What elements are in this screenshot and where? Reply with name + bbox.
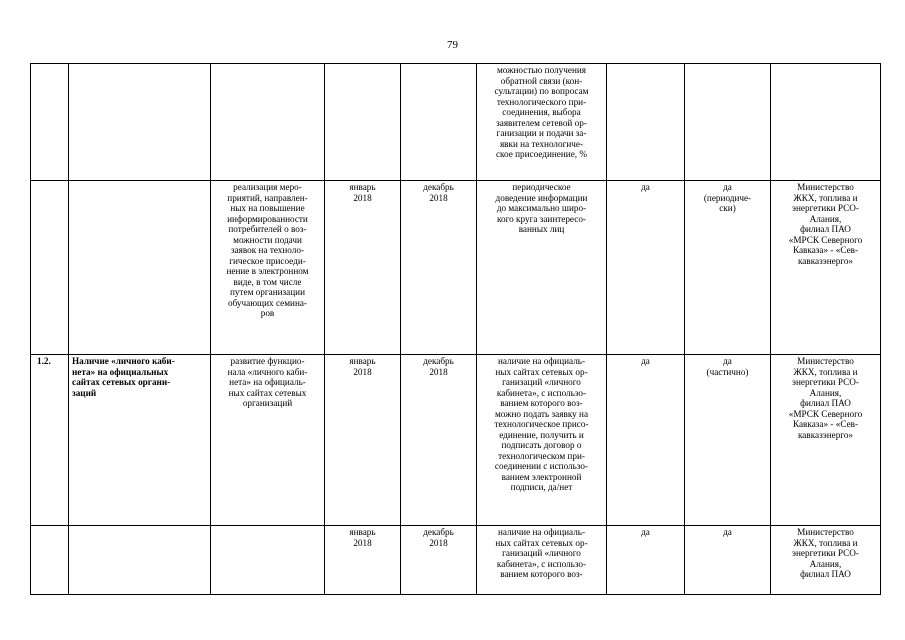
measure-cell bbox=[211, 64, 325, 181]
status-value-cell: да (периодиче- ски) bbox=[685, 181, 771, 355]
indicator-cell: наличие на официаль- ных сайтах сетевых ор- ганизаций «личного кабинета», с использо- ванием которого воз- можно подать заявку на технологическое присо- единение, получить и подписать договор о технологическом при- соединении с использо- ванием электронной подписи, да/нет bbox=[477, 355, 607, 526]
table-row bbox=[31, 355, 881, 526]
row-number-cell bbox=[31, 64, 69, 181]
executor-cell: Министерство ЖКХ, топлива и энергетики РСО- Алания, филиал ПАО «МРСК Северного Кавказа» - «Сев- кавказэнерго» bbox=[771, 181, 881, 355]
executor-cell: Министерство ЖКХ, топлива и энергетики РСО- Алания, филиал ПАО «МРСК Северного Кавказа» - «Сев- кавказэнерго» bbox=[771, 355, 881, 526]
end-date-cell: декабрь 2018 bbox=[401, 355, 477, 526]
measures-table bbox=[30, 63, 881, 595]
target-value-cell: да bbox=[607, 181, 685, 355]
target-value-cell bbox=[607, 64, 685, 181]
page-number: 79 bbox=[447, 39, 458, 51]
start-date-cell: январь 2018 bbox=[325, 526, 401, 595]
indicator-cell: наличие на официаль- ных сайтах сетевых ор- ганизаций «личного кабинета», с использо- ванием которого воз- bbox=[477, 526, 607, 595]
target-value-cell: да bbox=[607, 355, 685, 526]
measure-cell: реализация меро- приятий, направлен- ных на повышение информированности потребителей о воз- можности подачи заявок на техноло- гическое присоеди- нение в электронном виде, в том числе путем организации обучающих семина- ров bbox=[211, 181, 325, 355]
indicator-cell: периодическое доведение информации до максимально широ- кого круга заинтересо- ванных лиц bbox=[477, 181, 607, 355]
end-date-cell: декабрь 2018 bbox=[401, 526, 477, 595]
start-date-cell bbox=[325, 64, 401, 181]
task-title-cell: Наличие «личного каби- нета» на официальных сайтах сетевых органи- заций bbox=[69, 355, 211, 526]
measure-cell bbox=[211, 526, 325, 595]
row-number-cell: 1.2. bbox=[31, 355, 69, 526]
executor-cell: Министерство ЖКХ, топлива и энергетики РСО- Алания, филиал ПАО bbox=[771, 526, 881, 595]
task-title-cell bbox=[69, 526, 211, 595]
indicator-cell: можностью получения обратной связи (кон- сультации) по вопросам технологического при- соединения, выбора заявителем сетевой ор- ганизации и подачи за- явки на технологиче- ское присоединение, % bbox=[477, 64, 607, 181]
end-date-cell bbox=[401, 64, 477, 181]
status-value-cell: да bbox=[685, 526, 771, 595]
target-value-cell: да bbox=[607, 526, 685, 595]
status-value-cell: да (частично) bbox=[685, 355, 771, 526]
task-title-cell bbox=[69, 64, 211, 181]
start-date-cell: январь 2018 bbox=[325, 181, 401, 355]
table-row bbox=[31, 64, 881, 181]
table-row bbox=[31, 181, 881, 355]
end-date-cell: декабрь 2018 bbox=[401, 181, 477, 355]
start-date-cell: январь 2018 bbox=[325, 355, 401, 526]
row-number-cell bbox=[31, 526, 69, 595]
row-number-cell bbox=[31, 181, 69, 355]
task-title-cell bbox=[69, 181, 211, 355]
measure-cell: развитие функцио- нала «личного каби- нета» на официаль- ных сайтах сетевых организаций bbox=[211, 355, 325, 526]
status-value-cell bbox=[685, 64, 771, 181]
executor-cell bbox=[771, 64, 881, 181]
table-row bbox=[31, 526, 881, 595]
